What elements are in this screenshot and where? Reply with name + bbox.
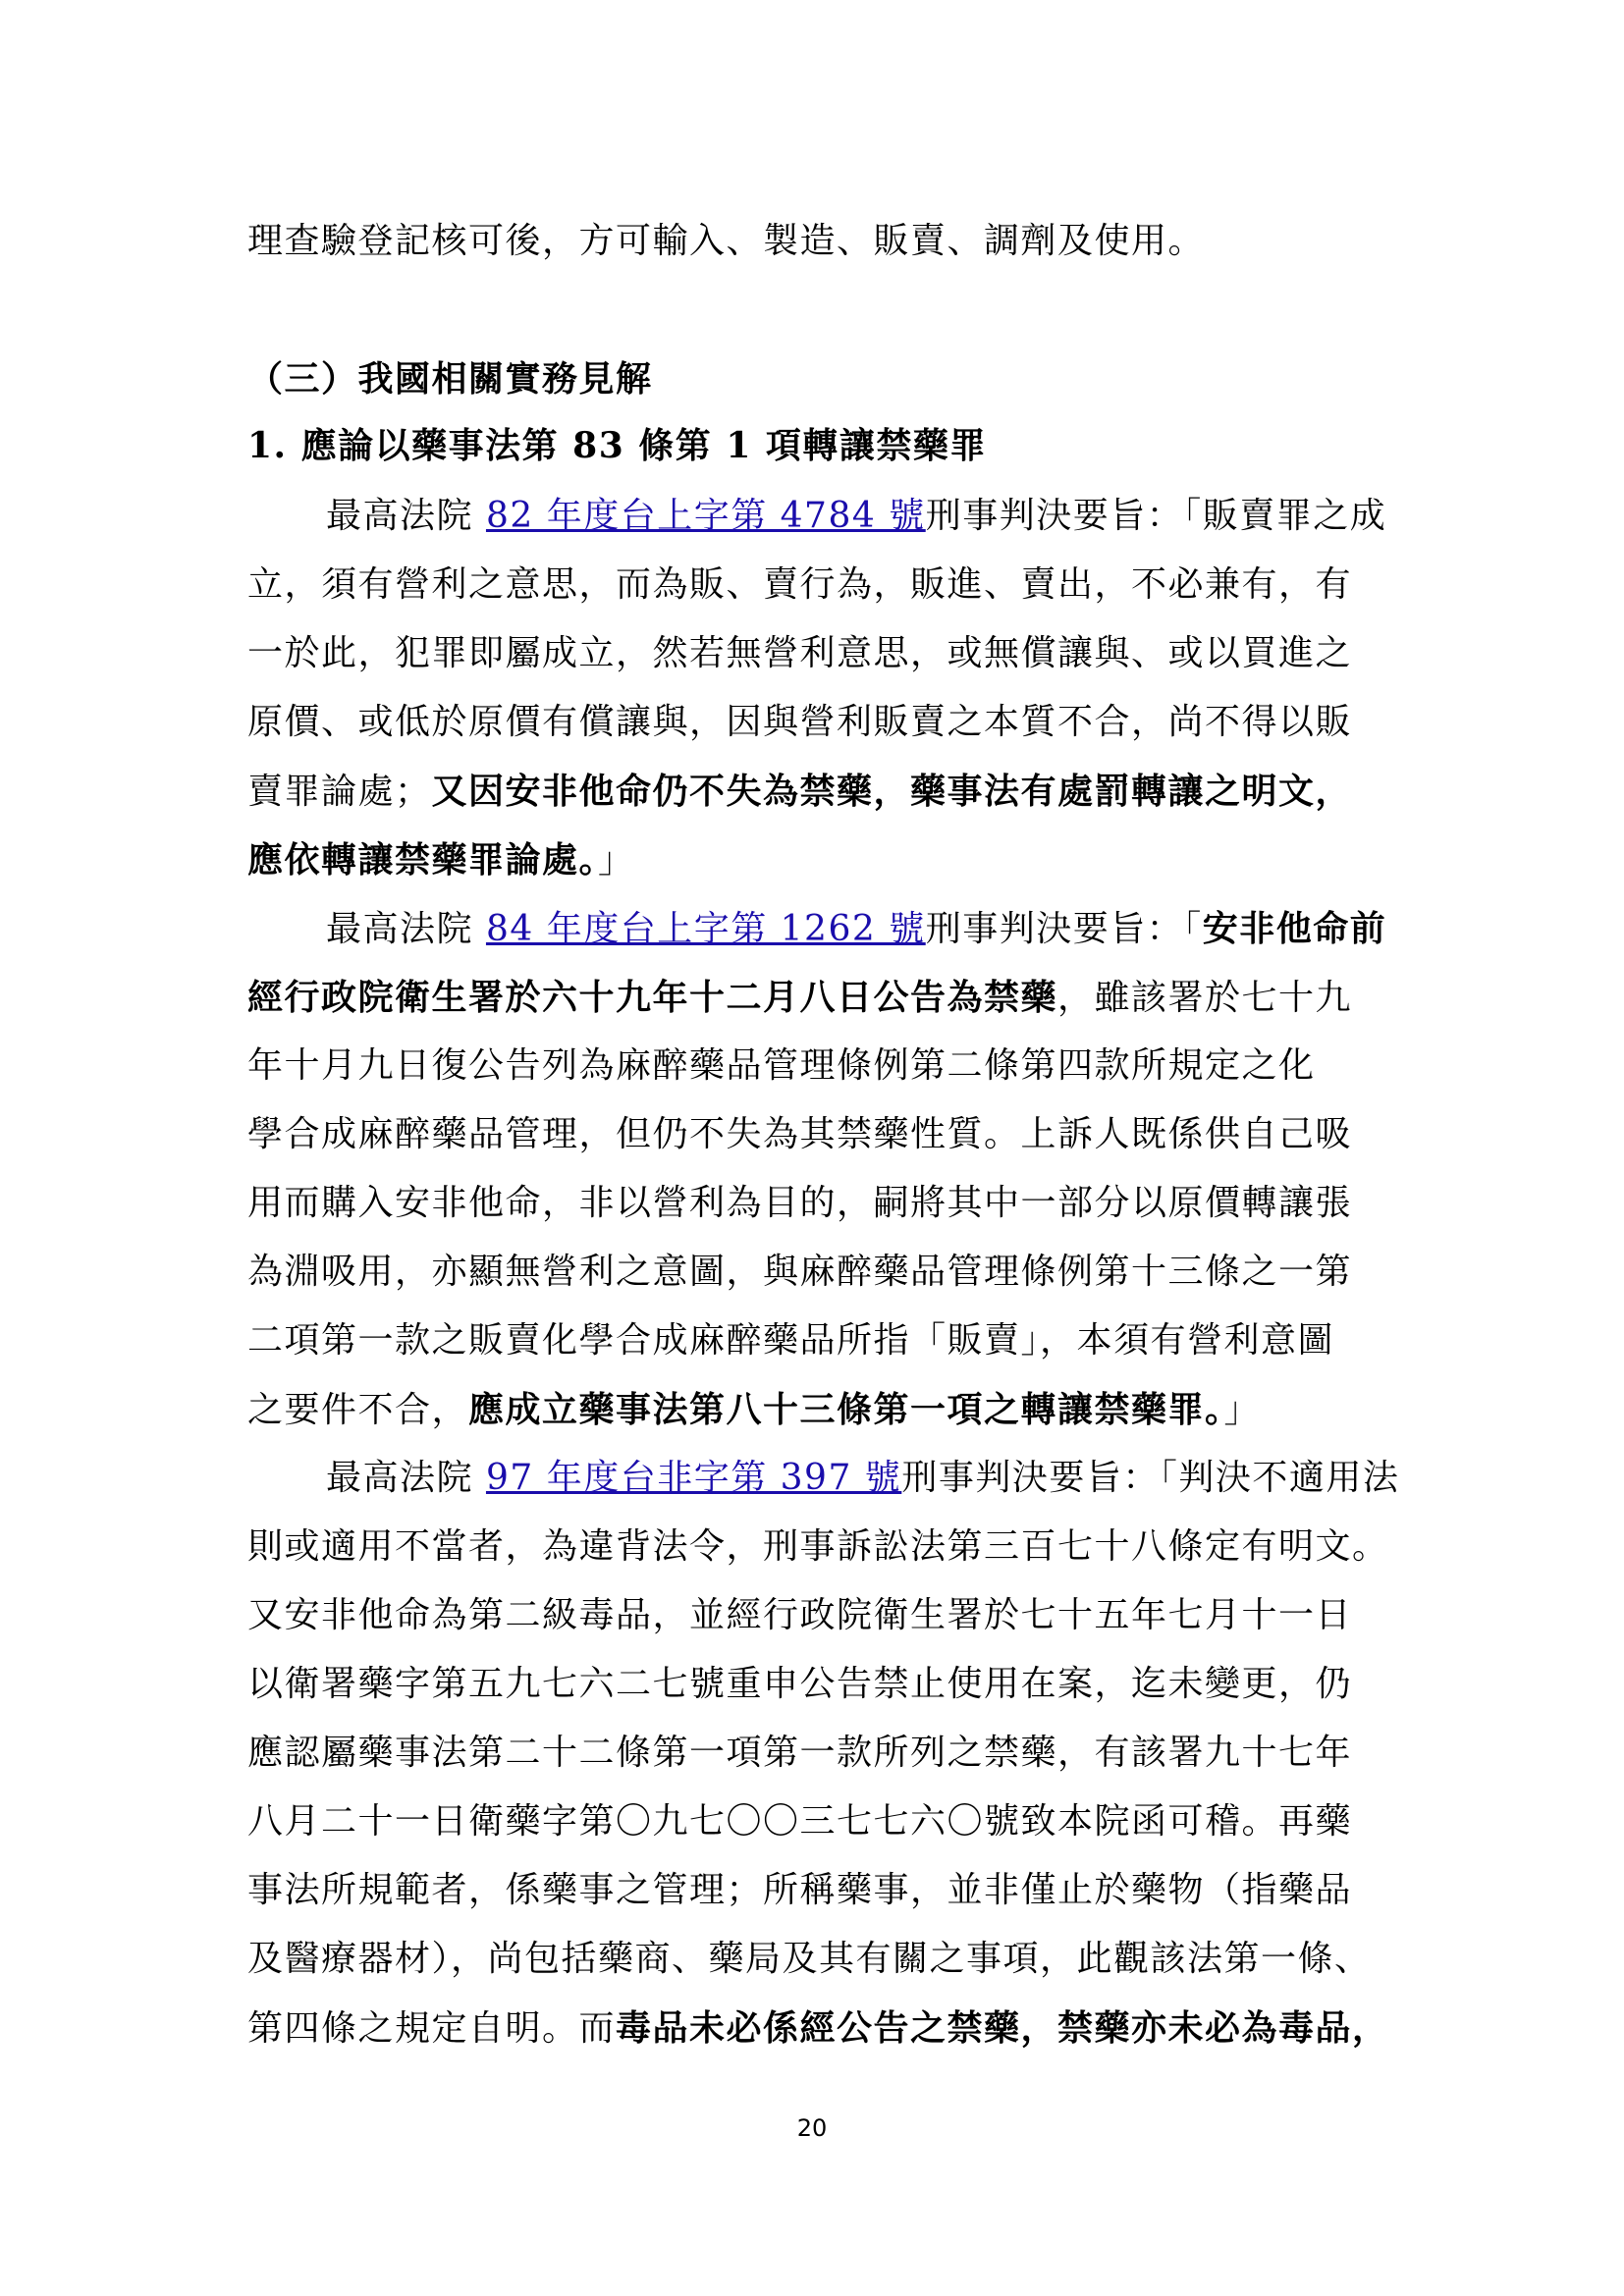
case2-line1: 最高法院 84 年度台上字第 1262 號刑事判決要旨：「安非他命前 — [326, 908, 1387, 949]
case1-line1: 最高法院 82 年度台上字第 4784 號刑事判決要旨：「販賣罪之成 — [326, 496, 1387, 536]
case2-line5: 用而購入安非他命，非以營利為目的，嗣將其中一部分以原價轉讓張 — [247, 1183, 1353, 1223]
section-heading: （三）我國相關實務見解 — [247, 358, 653, 400]
case3-line4: 以衛署藥字第五九七六二七號重申公告禁止使用在案，迄未變更，仍 — [247, 1664, 1353, 1704]
case1-line6: 應依轉讓禁藥罪論處。」 — [247, 839, 635, 881]
case2-line7: 二項第一款之販賣化學合成麻醉藥品所指「販賣」，本須有營利意圖 — [247, 1320, 1335, 1361]
intro-line: 理查驗登記核可後，方可輸入、製造、販賣、調劑及使用。 — [247, 221, 1206, 261]
case2-line6: 為淵吸用，亦顯無營利之意圖，與麻醉藥品管理條例第十三條之一第 — [247, 1252, 1353, 1292]
page-number: 20 — [796, 2114, 828, 2142]
subsection-heading: 1. 應論以藥事法第 83 條第 1 項轉讓禁藥罪 — [247, 425, 987, 466]
case3-line7: 事法所規範者，係藥事之管理；所稱藥事，並非僅止於藥物（指藥品 — [247, 1870, 1353, 1910]
case1-link[interactable]: 82 年度台上字第 4784 號 — [485, 496, 926, 536]
case1-line2: 立，須有營利之意思，而為販、賣行為，販進、賣出，不必兼有，有 — [247, 564, 1353, 605]
case1-line3: 一於此，犯罪即屬成立，然若無營利意思，或無償讓與、或以買進之 — [247, 633, 1353, 673]
case2-line8: 之要件不合，應成立藥事法第八十三條第一項之轉讓禁藥罪。」 — [247, 1389, 1262, 1430]
case3-line6: 八月二十一日衛藥字第〇九七〇〇三七七六〇號致本院函可稽。再藥 — [247, 1801, 1353, 1842]
case3-line2: 則或適用不當者，為違背法令，刑事訴訟法第三百七十八條定有明文。 — [247, 1526, 1389, 1567]
case2-line4: 學合成麻醉藥品管理，但仍不失為其禁藥性質。上訴人既係供自己吸 — [247, 1114, 1353, 1154]
case3-line8: 及醫療器材），尚包括藥商、藥局及其有關之事項，此觀該法第一條、 — [247, 1939, 1372, 1979]
case2-link[interactable]: 84 年度台上字第 1262 號 — [485, 909, 926, 949]
case3-line1: 最高法院 97 年度台非字第 397 號刑事判決要旨：「判決不適用法 — [326, 1458, 1400, 1498]
case3-line9: 第四條之規定自明。而毒品未必係經公告之禁藥，禁藥亦未必為毒品， — [247, 2007, 1389, 2049]
case1-line4: 原價、或低於原價有償讓與，因與營利販賣之本質不合，尚不得以販 — [247, 702, 1353, 742]
case3-line3: 又安非他命為第二級毒品，並經行政院衛生署於七十五年七月十一日 — [247, 1595, 1353, 1635]
case3-line5: 應認屬藥事法第二十二條第一項第一款所列之禁藥，有該署九十七年 — [247, 1733, 1353, 1773]
case2-line2: 經行政院衛生署於六十九年十二月八日公告為禁藥，雖該署於七十九 — [247, 977, 1353, 1018]
case2-line3: 年十月九日復公告列為麻醉藥品管理條例第二條第四款所規定之化 — [247, 1045, 1316, 1086]
case1-line5: 賣罪論處；又因安非他命仍不失為禁藥，藥事法有處罰轉讓之明文， — [247, 771, 1353, 812]
case3-link[interactable]: 97 年度台非字第 397 號 — [485, 1458, 902, 1498]
